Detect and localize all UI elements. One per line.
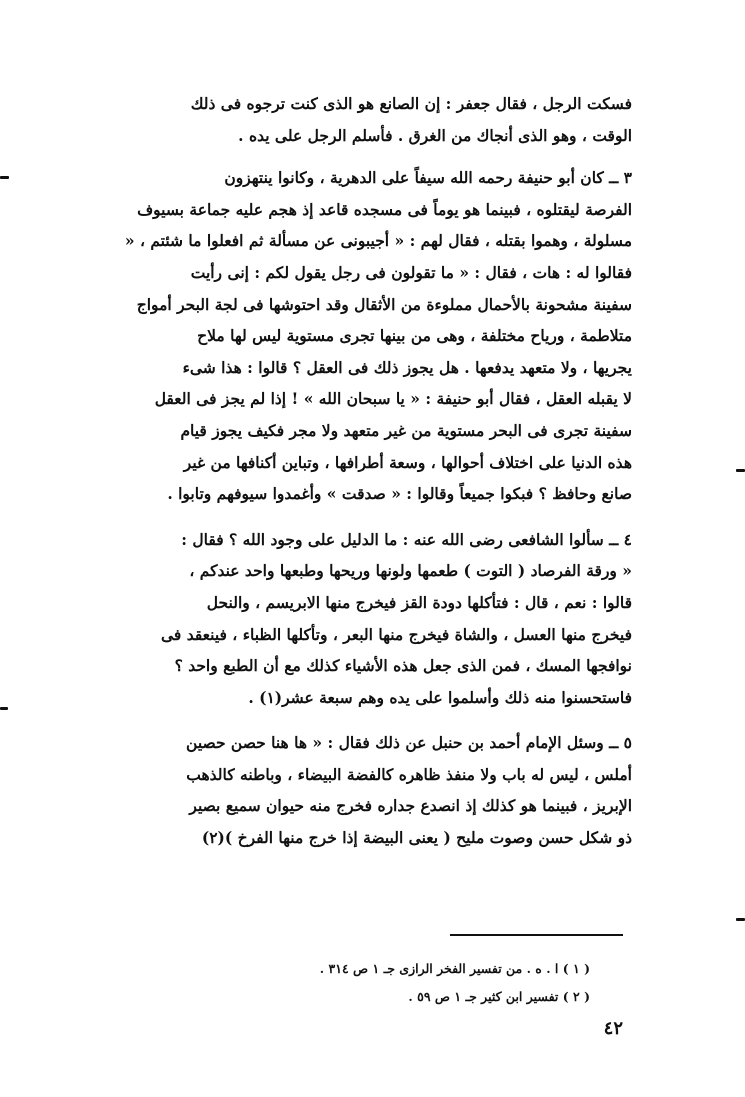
margin-mark: [736, 469, 745, 472]
paragraph-ahmad-ibn-hanbal: ٥ ــ وسئل الإمام أحمد بن حنبل عن ذلك فقال : « ها هنا حصن حصين أملس ، ليس له باب ولا منفذ ظاهره كالفضة البيضاء ، وباطنه كالذهب الإبريز ، فبينما هو كذلك إذ انصدع جداره فخرج منه حيوان سميع بصير ذو شكل حسن وصوت مليح ( يعنى البيضة إذا خرج منها الفرخ )(٢): [186, 733, 632, 848]
footnotes: [170, 955, 590, 1011]
footnote-1: ( ١ ) ا . ه . من تفسير الفخر الرازى جـ ١ ص ٣١٤ .: [319, 961, 590, 976]
margin-mark: [0, 707, 8, 710]
main-text: [120, 88, 632, 868]
paragraph-abu-hanifa: ٣ ــ كان أبو حنيفة رحمه الله سيفاً على الدهرية ، وكانوا ينتهزون الفرصة ليقتلوه ، فبينما هو يوماً فى مسجده قاعد إذ هجم عليه جماعة بسيوف مسلولة ، وهموا بقتله ، فقال لهم : « أجيبونى عن مسألة ثم افعلوا ما شئتم ، « فقالوا له : هات ، فقال : « ما تقولون فى رجل يقول لكم : إنى رأيت سفينة مشحونة بالأحمال مملوءة من الأثقال وقد احتوشها فى لجة البحر أمواج متلاطمة ، ورياح مختلفة ، وهى من بينها تجرى مستوية ليس لها ملاح يجريها ، ولا متعهد يدفعها . هل يجوز ذلك فى العقل ؟ قالوا : هذا شىء لا يقبله العقل ، فقال أبو حنيفة : « يا سبحان الله » ! إذا لم يجز فى العقل سفينة تجرى فى البحر مستوية من غير متعهد ولا مجر فكيف يجوز قيام هذه الدنيا على اختلاف أحوالها ، وسعة أطرافها ، وتباين أكنافها من غير صانع وحافظ ؟ فبكوا جميعاً وقالوا : « صدقت » وأغمدوا سيوفهم وتابوا .: [124, 168, 632, 504]
paragraph-continuation: فسكت الرجل ، فقال جعفر : إن الصانع هو الذى كنت ترجوه فى ذلك الوقت ، وهو الذى أنجاك من الغرق . فأسلم الرجل على يده .: [190, 94, 632, 145]
page-number: ٤٢: [603, 1018, 623, 1039]
footnote-2: ( ٢ ) تفسير ابن كثير جـ ١ ص ٥٩ .: [408, 989, 590, 1004]
margin-mark: [736, 918, 745, 921]
paragraph-shafii: ٤ ــ سألوا الشافعى رضى الله عنه : ما الدليل على وجود الله ؟ فقال : « ورقة الفرصاد ( التوت ) طعمها ولونها وريحها وطبعها واحد عندكم ، قالوا : نعم ، قال : فتأكلها دودة القز فيخرج منها الابريسم ، والنحل فيخرج منها العسل ، والشاة فيخرج منها البعر ، وتأكلها الظباء ، فينعقد فى نوافجها المسك ، فمن الذى جعل هذه الأشياء كذلك مع أن الطبع واحد ؟ فاستحسنوا منه ذلك وأسلموا على يده وهم سبعة عشر(١) .: [160, 529, 632, 707]
margin-mark: [0, 176, 9, 179]
footnote-divider: [450, 934, 623, 936]
